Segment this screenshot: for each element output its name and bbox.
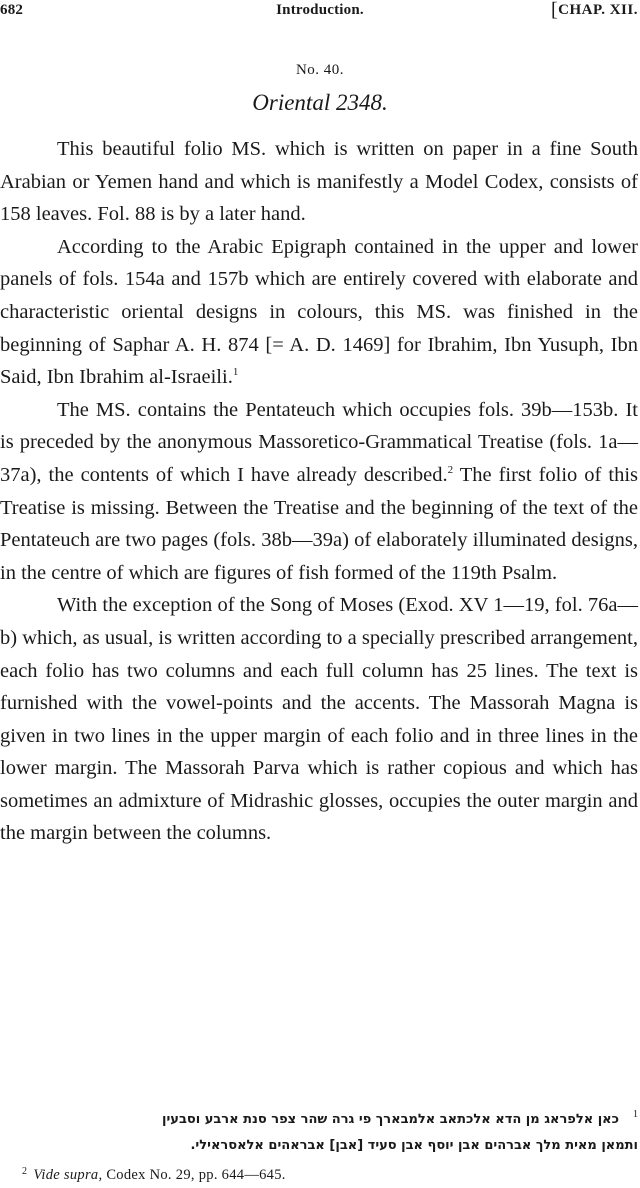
footnote-hebrew-line: ותמאן מאית מלך אברהים אבן יוסף אבן סעיד [אבן] אבראהים אלאסראילי.: [190, 1138, 638, 1153]
footnote-ref[interactable]: 2: [447, 463, 454, 476]
footnote-1: [0, 1102, 638, 1133]
paragraph-text: The MS. contains the Pentateuch which occupies fols. 39b—153b. It is preceded by the anonymous Massoretico-Grammatical Treatise (fols. 1a—37a), the contents of which I have already described.: [0, 398, 638, 486]
paragraph-contents: [0, 394, 638, 590]
chapter-text: CHAP. XII.: [558, 2, 638, 18]
footnote-text: Codex No. 29, pp. 644—645.: [102, 1167, 286, 1183]
paragraph-layout: [0, 589, 638, 850]
chapter-label: [551, 2, 638, 19]
body-text: [0, 133, 638, 850]
paragraph-text: According to the Arabic Epigraph contained in the upper and lower panels of fols. 154a and 157b which are entirely covered with elaborate and characteristic oriental designs in colours, this MS. was finished in the beginning of Saphar A. H. 874 [= A. D. 1469] for Ibrahim, Ibn Yusuph, Ibn Said, Ibn Ibrahim al-Israeili.: [0, 235, 638, 389]
paragraph-text: This beautiful folio MS. which is written on paper in a fine South Arabian or Yemen hand and which is manifestly a Model Codex, consists of 158 leaves. Fol. 88 is by a later hand.: [0, 138, 638, 226]
footnote-italic: Vide supra,: [33, 1167, 103, 1183]
page-number: 682: [0, 2, 24, 18]
paragraph-text: With the exception of the Song of Moses (Exod. XV 1—19, fol. 76a—b) which, as usual, is written according to a specially prescribed arrangement, each folio has two columns and each full column has 25 lines. The text is furnished with the vowel-points and the accents. The Massorah Magna is given in two lines in the upper margin of each folio and in three lines in the lower margin. The Massorah Parva which is rather copious and which has sometimes an admixture of Midrashic glosses, occupies the outer margin and the margin between the columns.: [0, 594, 638, 845]
footnote-hebrew-line: כאן אלפראג מן הדא אלכתאב אלמבארך פי גרה שהר צפר סנת ארבע וסבעין: [162, 1112, 619, 1127]
footnote-mark: 2: [22, 1166, 28, 1177]
footnote-ref[interactable]: 1: [232, 366, 239, 379]
manuscript-title: Oriental 2348.: [252, 90, 388, 115]
footnote-2: [0, 1159, 638, 1188]
running-head: [0, 2, 640, 26]
footnotes: [0, 1102, 638, 1188]
entry-number: No. 40.: [295, 62, 345, 78]
footnote-1-continued: [0, 1133, 638, 1159]
paragraph-epigraph: [0, 231, 638, 394]
chapter-bracket: [: [550, 0, 559, 21]
paragraph-description: [0, 133, 638, 231]
section-title: Introduction.: [276, 2, 364, 18]
paragraph-text: The first folio of this Treatise is missing. Between the Treatise and the beginning of the text of the Pentateuch are two pages (fols. 38b—39a) of elaborately illuminated designs, in the centre of which are figures of fish formed of the 119th Psalm.: [0, 463, 638, 584]
footnote-mark: 1: [633, 1109, 638, 1120]
